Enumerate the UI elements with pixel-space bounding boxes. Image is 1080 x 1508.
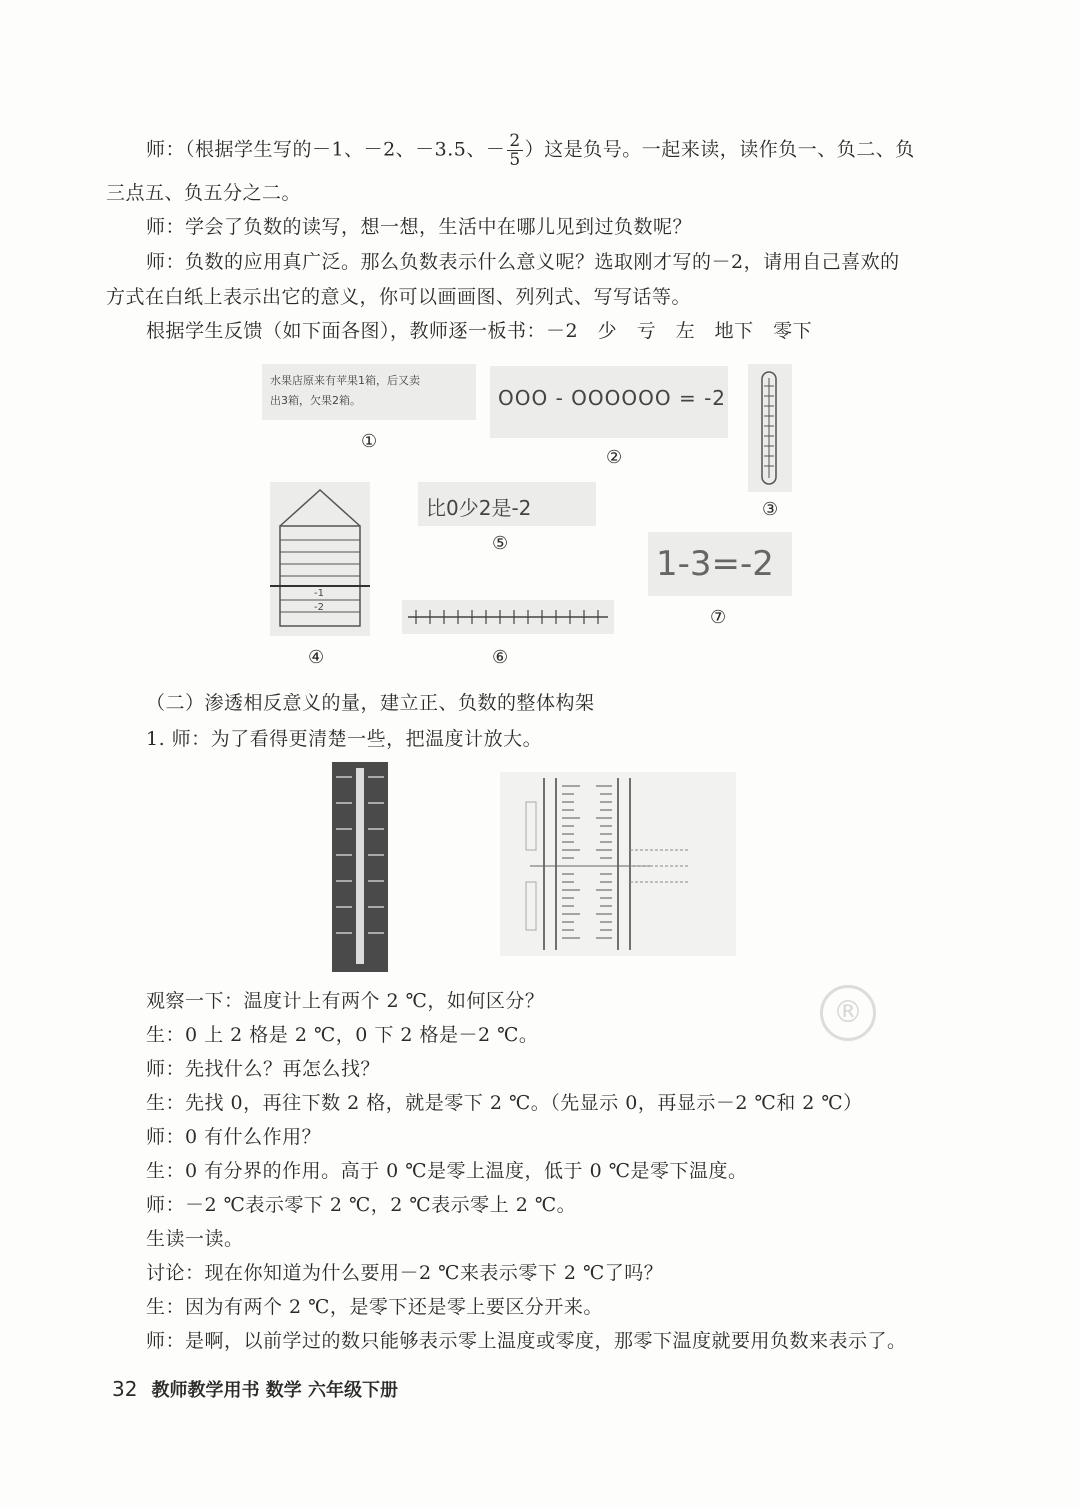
figure-3-vertical-number-strip [748, 364, 792, 492]
paragraph-3-line-2: 方式在白纸上表示出它的意义，你可以画画图、列列式、写写话等。 [106, 286, 692, 308]
dialogue-line-8: 生读一读。 [146, 1228, 244, 1250]
figure-3-drawing [748, 364, 792, 492]
figure-1-text-line-1: 水果店原来有苹果1箱，后又卖 [270, 374, 420, 387]
figure-7-text: 1-3=-2 [656, 544, 774, 584]
thermometer-scale-drawing [500, 772, 736, 956]
paragraph-3-line-1: 师：负数的应用真广泛。那么负数表示什么意义呢？选取刚才写的－2，请用自己喜欢的 [146, 251, 900, 273]
figure-4-building-floors [270, 482, 370, 636]
figure-2-text: OOO - OOOOOO = -2 [498, 386, 727, 410]
fraction-denominator: 5 [509, 150, 521, 170]
paragraph-1-line-1 [146, 132, 915, 169]
paragraph-4: 根据学生反馈（如下面各图），教师逐一板书：－2 少 亏 左 地下 零下 [146, 320, 813, 342]
dialogue-line-5: 师：0 有什么作用？ [146, 1126, 322, 1148]
caption-4: ④ [308, 647, 325, 668]
figure-4-label-minus-1: -1 [314, 588, 324, 599]
figure-6-number-line [402, 600, 614, 634]
text-span: ）这是负号。一起来读，读作负一、负二、负 [524, 138, 915, 161]
dialogue-line-6: 生：0 有分界的作用。高于 0 ℃是零上温度，低于 0 ℃是零下温度。 [146, 1160, 748, 1182]
dialogue-line-7: 师：－2 ℃表示零下 2 ℃，2 ℃表示零上 2 ℃。 [146, 1194, 577, 1216]
dialogue-line-1: 观察一下：温度计上有两个 2 ℃，如何区分？ [146, 990, 545, 1012]
page-footer [112, 1376, 398, 1402]
step-1-text: 1. 师：为了看得更清楚一些，把温度计放大。 [146, 728, 543, 750]
paragraph-1-line-2: 三点五、负五分之二。 [106, 182, 302, 204]
thermometer-scale-diagram [500, 772, 736, 956]
figure-7-equation [648, 532, 792, 596]
fraction-numerator: 2 [509, 131, 521, 151]
dialogue-line-2: 生：0 上 2 格是 2 ℃，0 下 2 格是－2 ℃。 [146, 1024, 539, 1046]
caption-6: ⑥ [492, 647, 509, 668]
caption-2: ② [606, 447, 623, 468]
section-2-heading: （二）渗透相反意义的量，建立正、负数的整体构架 [146, 692, 595, 714]
figure-5-text: 比0少2是-2 [426, 496, 532, 520]
dialogue-line-9: 讨论：现在你知道为什么要用－2 ℃来表示零下 2 ℃了吗？ [146, 1262, 664, 1284]
caption-5: ⑤ [492, 533, 509, 554]
book-title: 教师教学用书 数学 六年级下册 [151, 1380, 398, 1401]
page-number: 32 [112, 1377, 138, 1401]
figure-1-handwritten-story [262, 364, 476, 420]
text-span: 师：（根据学生写的－1、－2、－3.5、－ [146, 138, 506, 161]
figure-2-circle-equation [490, 366, 728, 438]
figure-6-drawing [402, 600, 614, 634]
paragraph-2: 师：学会了负数的读写，想一想，生活中在哪儿见到过负数呢？ [146, 216, 693, 238]
thermometer-drawing [332, 762, 388, 972]
caption-1: ① [361, 431, 378, 452]
figure-5-handwritten-sentence [418, 482, 596, 526]
caption-3: ③ [762, 499, 779, 520]
figure-1-text-line-2: 出3箱，欠果2箱。 [270, 394, 361, 407]
dialogue-line-11: 师：是啊，以前学过的数只能够表示零上温度或零度，那零下温度就要用负数来表示了。 [146, 1330, 907, 1352]
dialogue-line-10: 生：因为有两个 2 ℃，是零下还是零上要区分开来。 [146, 1296, 603, 1318]
figure-4-label-minus-2: -2 [314, 602, 324, 613]
thermometer-photo [332, 762, 388, 972]
caption-7: ⑦ [710, 607, 727, 628]
fraction-two-fifths [507, 132, 522, 169]
dialogue-line-3: 师：先找什么？再怎么找？ [146, 1058, 381, 1080]
dialogue-line-4: 生：先找 0，再往下数 2 格，就是零下 2 ℃。（先显示 0，再显示－2 ℃和 2 ℃） [146, 1092, 863, 1114]
registered-mark-watermark-icon: ® [820, 985, 876, 1041]
